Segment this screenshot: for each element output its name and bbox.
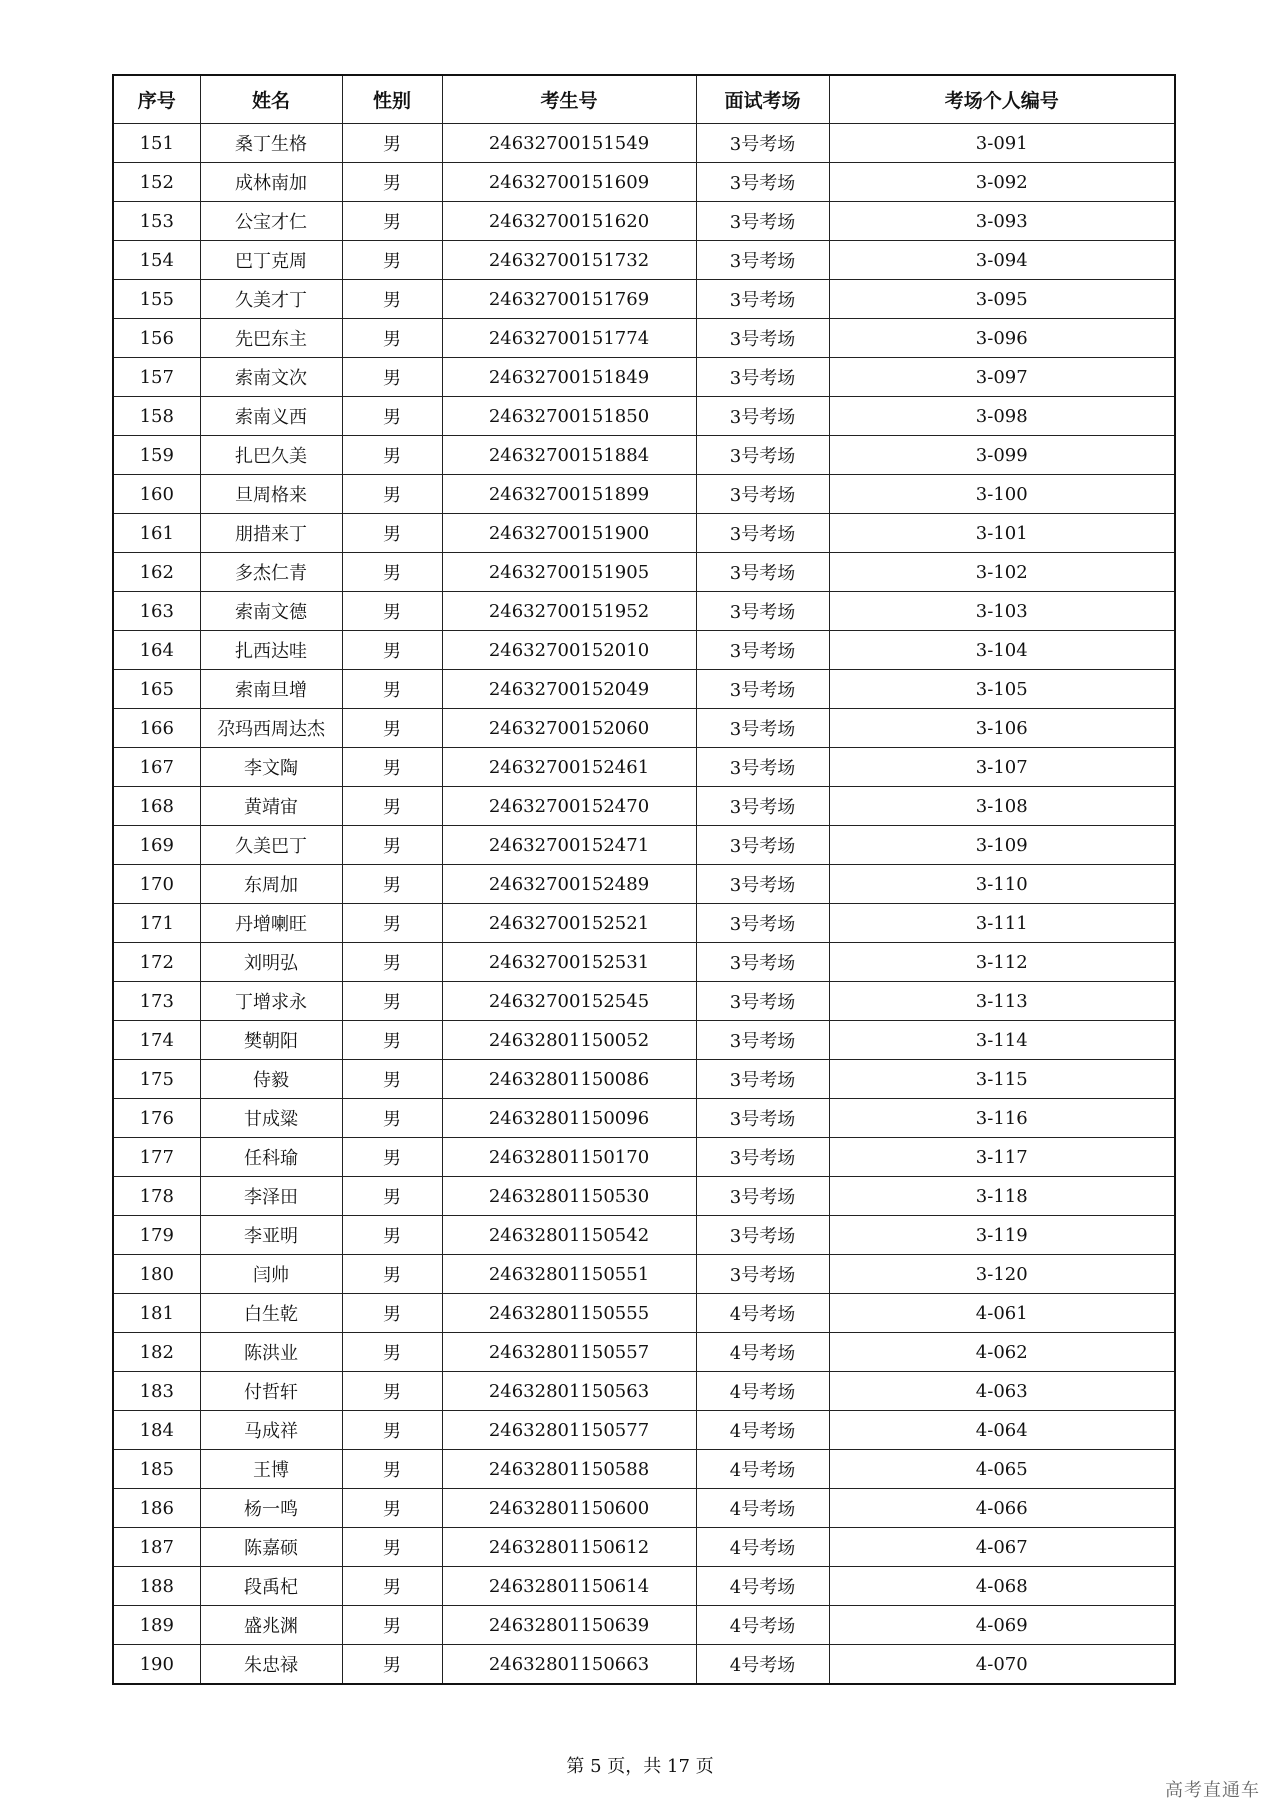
cell-candidate-number: 24632700151905 — [442, 553, 696, 592]
cell-room-personal-id: 4-068 — [829, 1567, 1175, 1606]
cell-interview-room: 4号考场 — [696, 1411, 829, 1450]
cell-name: 李泽田 — [200, 1177, 342, 1216]
cell-interview-room: 3号考场 — [696, 943, 829, 982]
cell-candidate-number: 24632801150086 — [442, 1060, 696, 1099]
cell-interview-room: 3号考场 — [696, 1255, 829, 1294]
table-row — [113, 1528, 1175, 1567]
roster-sheet — [112, 74, 1174, 1685]
cell-name: 马成祥 — [200, 1411, 342, 1450]
cell-room-personal-id: 3-096 — [829, 319, 1175, 358]
cell-name: 索南文次 — [200, 358, 342, 397]
table-row — [113, 943, 1175, 982]
cell-gender: 男 — [342, 982, 442, 1021]
cell-room-personal-id: 3-105 — [829, 670, 1175, 709]
cell-gender: 男 — [342, 904, 442, 943]
cell-room-personal-id: 4-063 — [829, 1372, 1175, 1411]
cell-room-personal-id: 3-102 — [829, 553, 1175, 592]
cell-candidate-number: 24632801150663 — [442, 1645, 696, 1685]
cell-name: 侍毅 — [200, 1060, 342, 1099]
cell-interview-room: 4号考场 — [696, 1489, 829, 1528]
cell-interview-room: 3号考场 — [696, 826, 829, 865]
cell-serial: 177 — [113, 1138, 200, 1177]
cell-serial: 180 — [113, 1255, 200, 1294]
cell-gender: 男 — [342, 1645, 442, 1685]
cell-room-personal-id: 3-093 — [829, 202, 1175, 241]
cell-candidate-number: 24632700152531 — [442, 943, 696, 982]
cell-gender: 男 — [342, 124, 442, 163]
cell-name: 公宝才仁 — [200, 202, 342, 241]
cell-serial: 187 — [113, 1528, 200, 1567]
table-row — [113, 1489, 1175, 1528]
page-footer: 第 5 页，共 17 页 — [566, 1756, 714, 1777]
cell-serial: 161 — [113, 514, 200, 553]
cell-interview-room: 4号考场 — [696, 1606, 829, 1645]
cell-gender: 男 — [342, 592, 442, 631]
cell-serial: 179 — [113, 1216, 200, 1255]
cell-name: 王博 — [200, 1450, 342, 1489]
cell-interview-room: 3号考场 — [696, 514, 829, 553]
cell-serial: 174 — [113, 1021, 200, 1060]
cell-interview-room: 3号考场 — [696, 787, 829, 826]
cell-candidate-number: 24632700151849 — [442, 358, 696, 397]
cell-serial: 163 — [113, 592, 200, 631]
table-row — [113, 982, 1175, 1021]
cell-interview-room: 3号考场 — [696, 904, 829, 943]
cell-candidate-number: 24632801150052 — [442, 1021, 696, 1060]
cell-candidate-number: 24632801150096 — [442, 1099, 696, 1138]
cell-name: 朱忠禄 — [200, 1645, 342, 1685]
candidate-table — [112, 74, 1176, 1685]
cell-candidate-number: 24632801150577 — [442, 1411, 696, 1450]
cell-gender: 男 — [342, 1099, 442, 1138]
cell-serial: 173 — [113, 982, 200, 1021]
table-row — [113, 592, 1175, 631]
table-row — [113, 1645, 1175, 1685]
cell-gender: 男 — [342, 1372, 442, 1411]
cell-serial: 185 — [113, 1450, 200, 1489]
cell-candidate-number: 24632801150639 — [442, 1606, 696, 1645]
cell-room-personal-id: 3-120 — [829, 1255, 1175, 1294]
cell-room-personal-id: 3-092 — [829, 163, 1175, 202]
cell-gender: 男 — [342, 514, 442, 553]
table-row — [113, 748, 1175, 787]
table-row — [113, 865, 1175, 904]
cell-room-personal-id: 4-069 — [829, 1606, 1175, 1645]
cell-gender: 男 — [342, 280, 442, 319]
cell-candidate-number: 24632801150600 — [442, 1489, 696, 1528]
header-gender: 性别 — [342, 75, 442, 124]
header-room-personal-id: 考场个人编号 — [829, 75, 1175, 124]
table-row — [113, 397, 1175, 436]
table-row — [113, 319, 1175, 358]
watermark-text: 高考直通车 — [1165, 1780, 1260, 1801]
table-row — [113, 358, 1175, 397]
table-row — [113, 1411, 1175, 1450]
cell-gender: 男 — [342, 1333, 442, 1372]
cell-room-personal-id: 3-115 — [829, 1060, 1175, 1099]
cell-room-personal-id: 3-107 — [829, 748, 1175, 787]
table-row — [113, 163, 1175, 202]
cell-candidate-number: 24632801150555 — [442, 1294, 696, 1333]
cell-name: 索南旦增 — [200, 670, 342, 709]
cell-candidate-number: 24632700151900 — [442, 514, 696, 553]
table-row — [113, 1606, 1175, 1645]
cell-serial: 167 — [113, 748, 200, 787]
cell-interview-room: 4号考场 — [696, 1333, 829, 1372]
table-row — [113, 1372, 1175, 1411]
cell-candidate-number: 24632801150530 — [442, 1177, 696, 1216]
cell-candidate-number: 24632700152489 — [442, 865, 696, 904]
cell-name: 黄靖宙 — [200, 787, 342, 826]
cell-room-personal-id: 3-108 — [829, 787, 1175, 826]
cell-candidate-number: 24632700152471 — [442, 826, 696, 865]
cell-interview-room: 3号考场 — [696, 475, 829, 514]
cell-name: 丹增喇旺 — [200, 904, 342, 943]
cell-room-personal-id: 3-112 — [829, 943, 1175, 982]
table-row — [113, 280, 1175, 319]
cell-serial: 160 — [113, 475, 200, 514]
cell-candidate-number: 24632700152470 — [442, 787, 696, 826]
cell-serial: 151 — [113, 124, 200, 163]
table-row — [113, 124, 1175, 163]
cell-room-personal-id: 3-118 — [829, 1177, 1175, 1216]
cell-room-personal-id: 3-116 — [829, 1099, 1175, 1138]
header-candidate-number: 考生号 — [442, 75, 696, 124]
cell-name: 陈洪业 — [200, 1333, 342, 1372]
cell-gender: 男 — [342, 1450, 442, 1489]
table-row — [113, 1099, 1175, 1138]
cell-name: 多杰仁青 — [200, 553, 342, 592]
cell-serial: 189 — [113, 1606, 200, 1645]
cell-serial: 157 — [113, 358, 200, 397]
cell-gender: 男 — [342, 1138, 442, 1177]
cell-serial: 172 — [113, 943, 200, 982]
cell-room-personal-id: 3-113 — [829, 982, 1175, 1021]
cell-gender: 男 — [342, 1021, 442, 1060]
cell-gender: 男 — [342, 826, 442, 865]
cell-serial: 175 — [113, 1060, 200, 1099]
cell-room-personal-id: 3-106 — [829, 709, 1175, 748]
cell-gender: 男 — [342, 397, 442, 436]
cell-name: 东周加 — [200, 865, 342, 904]
cell-candidate-number: 24632700151769 — [442, 280, 696, 319]
cell-interview-room: 4号考场 — [696, 1450, 829, 1489]
cell-candidate-number: 24632700151620 — [442, 202, 696, 241]
table-row — [113, 475, 1175, 514]
cell-name: 巴丁克周 — [200, 241, 342, 280]
cell-name: 尕玛西周达杰 — [200, 709, 342, 748]
cell-gender: 男 — [342, 436, 442, 475]
cell-serial: 181 — [113, 1294, 200, 1333]
cell-candidate-number: 24632700152060 — [442, 709, 696, 748]
cell-interview-room: 3号考场 — [696, 358, 829, 397]
cell-room-personal-id: 3-091 — [829, 124, 1175, 163]
cell-gender: 男 — [342, 1216, 442, 1255]
header-serial: 序号 — [113, 75, 200, 124]
cell-candidate-number: 24632801150551 — [442, 1255, 696, 1294]
table-row — [113, 1294, 1175, 1333]
cell-serial: 154 — [113, 241, 200, 280]
cell-gender: 男 — [342, 163, 442, 202]
cell-gender: 男 — [342, 709, 442, 748]
table-row — [113, 553, 1175, 592]
cell-gender: 男 — [342, 787, 442, 826]
cell-serial: 153 — [113, 202, 200, 241]
cell-gender: 男 — [342, 1489, 442, 1528]
cell-gender: 男 — [342, 358, 442, 397]
cell-name: 久美才丁 — [200, 280, 342, 319]
cell-candidate-number: 24632700151899 — [442, 475, 696, 514]
header-row — [113, 75, 1175, 124]
cell-interview-room: 3号考场 — [696, 1216, 829, 1255]
table-row — [113, 709, 1175, 748]
cell-name: 丁增求永 — [200, 982, 342, 1021]
cell-interview-room: 3号考场 — [696, 319, 829, 358]
cell-serial: 190 — [113, 1645, 200, 1685]
cell-interview-room: 4号考场 — [696, 1294, 829, 1333]
cell-candidate-number: 24632801150612 — [442, 1528, 696, 1567]
cell-candidate-number: 24632801150170 — [442, 1138, 696, 1177]
cell-name: 扎巴久美 — [200, 436, 342, 475]
cell-gender: 男 — [342, 553, 442, 592]
cell-serial: 183 — [113, 1372, 200, 1411]
cell-interview-room: 3号考场 — [696, 280, 829, 319]
cell-room-personal-id: 3-100 — [829, 475, 1175, 514]
cell-interview-room: 3号考场 — [696, 1177, 829, 1216]
cell-serial: 188 — [113, 1567, 200, 1606]
cell-gender: 男 — [342, 319, 442, 358]
table-row — [113, 1060, 1175, 1099]
cell-interview-room: 3号考场 — [696, 553, 829, 592]
cell-interview-room: 3号考场 — [696, 241, 829, 280]
cell-serial: 186 — [113, 1489, 200, 1528]
cell-name: 旦周格来 — [200, 475, 342, 514]
cell-interview-room: 3号考场 — [696, 670, 829, 709]
cell-gender: 男 — [342, 241, 442, 280]
cell-room-personal-id: 3-097 — [829, 358, 1175, 397]
cell-candidate-number: 24632801150588 — [442, 1450, 696, 1489]
cell-room-personal-id: 3-099 — [829, 436, 1175, 475]
cell-room-personal-id: 3-109 — [829, 826, 1175, 865]
cell-room-personal-id: 4-067 — [829, 1528, 1175, 1567]
cell-name: 朋措来丁 — [200, 514, 342, 553]
table-row — [113, 241, 1175, 280]
cell-candidate-number: 24632801150563 — [442, 1372, 696, 1411]
table-row — [113, 787, 1175, 826]
cell-name: 闫帅 — [200, 1255, 342, 1294]
cell-gender: 男 — [342, 1255, 442, 1294]
cell-interview-room: 3号考场 — [696, 436, 829, 475]
table-row — [113, 826, 1175, 865]
cell-candidate-number: 24632700152545 — [442, 982, 696, 1021]
cell-candidate-number: 24632700152049 — [442, 670, 696, 709]
cell-room-personal-id: 4-066 — [829, 1489, 1175, 1528]
cell-interview-room: 3号考场 — [696, 865, 829, 904]
cell-name: 盛兆渊 — [200, 1606, 342, 1645]
cell-interview-room: 4号考场 — [696, 1567, 829, 1606]
cell-name: 先巴东主 — [200, 319, 342, 358]
table-row — [113, 202, 1175, 241]
cell-candidate-number: 24632801150557 — [442, 1333, 696, 1372]
cell-room-personal-id: 3-095 — [829, 280, 1175, 319]
cell-gender: 男 — [342, 475, 442, 514]
cell-room-personal-id: 3-119 — [829, 1216, 1175, 1255]
cell-serial: 159 — [113, 436, 200, 475]
cell-gender: 男 — [342, 865, 442, 904]
cell-name: 陈嘉硕 — [200, 1528, 342, 1567]
cell-gender: 男 — [342, 631, 442, 670]
cell-candidate-number: 24632801150542 — [442, 1216, 696, 1255]
cell-name: 索南义西 — [200, 397, 342, 436]
cell-gender: 男 — [342, 670, 442, 709]
cell-serial: 158 — [113, 397, 200, 436]
cell-name: 段禹杞 — [200, 1567, 342, 1606]
cell-candidate-number: 24632700151609 — [442, 163, 696, 202]
header-name: 姓名 — [200, 75, 342, 124]
table-row — [113, 1333, 1175, 1372]
cell-candidate-number: 24632700151952 — [442, 592, 696, 631]
cell-serial: 168 — [113, 787, 200, 826]
cell-gender: 男 — [342, 943, 442, 982]
table-row — [113, 514, 1175, 553]
cell-name: 扎西达哇 — [200, 631, 342, 670]
table-row — [113, 904, 1175, 943]
cell-serial: 155 — [113, 280, 200, 319]
cell-name: 甘成粱 — [200, 1099, 342, 1138]
cell-interview-room: 3号考场 — [696, 982, 829, 1021]
cell-room-personal-id: 3-104 — [829, 631, 1175, 670]
cell-candidate-number: 24632700152521 — [442, 904, 696, 943]
cell-serial: 171 — [113, 904, 200, 943]
cell-room-personal-id: 3-094 — [829, 241, 1175, 280]
table-row — [113, 631, 1175, 670]
cell-candidate-number: 24632700151884 — [442, 436, 696, 475]
table-row — [113, 436, 1175, 475]
cell-interview-room: 3号考场 — [696, 631, 829, 670]
cell-gender: 男 — [342, 1060, 442, 1099]
cell-gender: 男 — [342, 1606, 442, 1645]
cell-name: 李文陶 — [200, 748, 342, 787]
cell-serial: 164 — [113, 631, 200, 670]
table-row — [113, 1021, 1175, 1060]
cell-candidate-number: 24632700151732 — [442, 241, 696, 280]
cell-gender: 男 — [342, 1177, 442, 1216]
table-row — [113, 670, 1175, 709]
cell-room-personal-id: 4-062 — [829, 1333, 1175, 1372]
cell-gender: 男 — [342, 1528, 442, 1567]
cell-interview-room: 4号考场 — [696, 1645, 829, 1685]
cell-serial: 152 — [113, 163, 200, 202]
cell-interview-room: 3号考场 — [696, 163, 829, 202]
cell-interview-room: 3号考场 — [696, 592, 829, 631]
cell-room-personal-id: 4-065 — [829, 1450, 1175, 1489]
table-row — [113, 1177, 1175, 1216]
cell-candidate-number: 24632700151850 — [442, 397, 696, 436]
cell-name: 杨一鸣 — [200, 1489, 342, 1528]
table-row — [113, 1138, 1175, 1177]
cell-interview-room: 3号考场 — [696, 748, 829, 787]
cell-candidate-number: 24632700151549 — [442, 124, 696, 163]
cell-serial: 165 — [113, 670, 200, 709]
cell-interview-room: 3号考场 — [696, 709, 829, 748]
cell-serial: 156 — [113, 319, 200, 358]
cell-interview-room: 4号考场 — [696, 1372, 829, 1411]
cell-serial: 166 — [113, 709, 200, 748]
cell-gender: 男 — [342, 748, 442, 787]
cell-candidate-number: 24632700152010 — [442, 631, 696, 670]
cell-serial: 182 — [113, 1333, 200, 1372]
table-row — [113, 1450, 1175, 1489]
cell-room-personal-id: 3-103 — [829, 592, 1175, 631]
cell-room-personal-id: 4-061 — [829, 1294, 1175, 1333]
table-row — [113, 1567, 1175, 1606]
cell-serial: 162 — [113, 553, 200, 592]
cell-name: 桑丁生格 — [200, 124, 342, 163]
cell-serial: 170 — [113, 865, 200, 904]
cell-room-personal-id: 4-070 — [829, 1645, 1175, 1685]
cell-room-personal-id: 3-110 — [829, 865, 1175, 904]
cell-name: 任科瑜 — [200, 1138, 342, 1177]
cell-room-personal-id: 3-101 — [829, 514, 1175, 553]
cell-name: 白生乾 — [200, 1294, 342, 1333]
cell-room-personal-id: 3-098 — [829, 397, 1175, 436]
cell-interview-room: 3号考场 — [696, 1060, 829, 1099]
cell-interview-room: 4号考场 — [696, 1528, 829, 1567]
cell-candidate-number: 24632700151774 — [442, 319, 696, 358]
cell-name: 付哲轩 — [200, 1372, 342, 1411]
cell-serial: 176 — [113, 1099, 200, 1138]
cell-interview-room: 3号考场 — [696, 202, 829, 241]
cell-interview-room: 3号考场 — [696, 1099, 829, 1138]
cell-serial: 184 — [113, 1411, 200, 1450]
cell-gender: 男 — [342, 1411, 442, 1450]
cell-interview-room: 3号考场 — [696, 124, 829, 163]
cell-name: 成林南加 — [200, 163, 342, 202]
cell-interview-room: 3号考场 — [696, 1138, 829, 1177]
cell-room-personal-id: 3-114 — [829, 1021, 1175, 1060]
table-body — [113, 124, 1175, 1685]
cell-room-personal-id: 3-111 — [829, 904, 1175, 943]
cell-name: 索南文德 — [200, 592, 342, 631]
table-row — [113, 1216, 1175, 1255]
cell-gender: 男 — [342, 1294, 442, 1333]
cell-gender: 男 — [342, 1567, 442, 1606]
cell-name: 李亚明 — [200, 1216, 342, 1255]
cell-name: 刘明弘 — [200, 943, 342, 982]
cell-room-personal-id: 4-064 — [829, 1411, 1175, 1450]
table-header — [113, 75, 1175, 124]
cell-serial: 169 — [113, 826, 200, 865]
cell-name: 樊朝阳 — [200, 1021, 342, 1060]
cell-interview-room: 3号考场 — [696, 397, 829, 436]
cell-interview-room: 3号考场 — [696, 1021, 829, 1060]
cell-name: 久美巴丁 — [200, 826, 342, 865]
cell-gender: 男 — [342, 202, 442, 241]
cell-serial: 178 — [113, 1177, 200, 1216]
header-interview-room: 面试考场 — [696, 75, 829, 124]
table-row — [113, 1255, 1175, 1294]
cell-candidate-number: 24632801150614 — [442, 1567, 696, 1606]
cell-candidate-number: 24632700152461 — [442, 748, 696, 787]
cell-room-personal-id: 3-117 — [829, 1138, 1175, 1177]
